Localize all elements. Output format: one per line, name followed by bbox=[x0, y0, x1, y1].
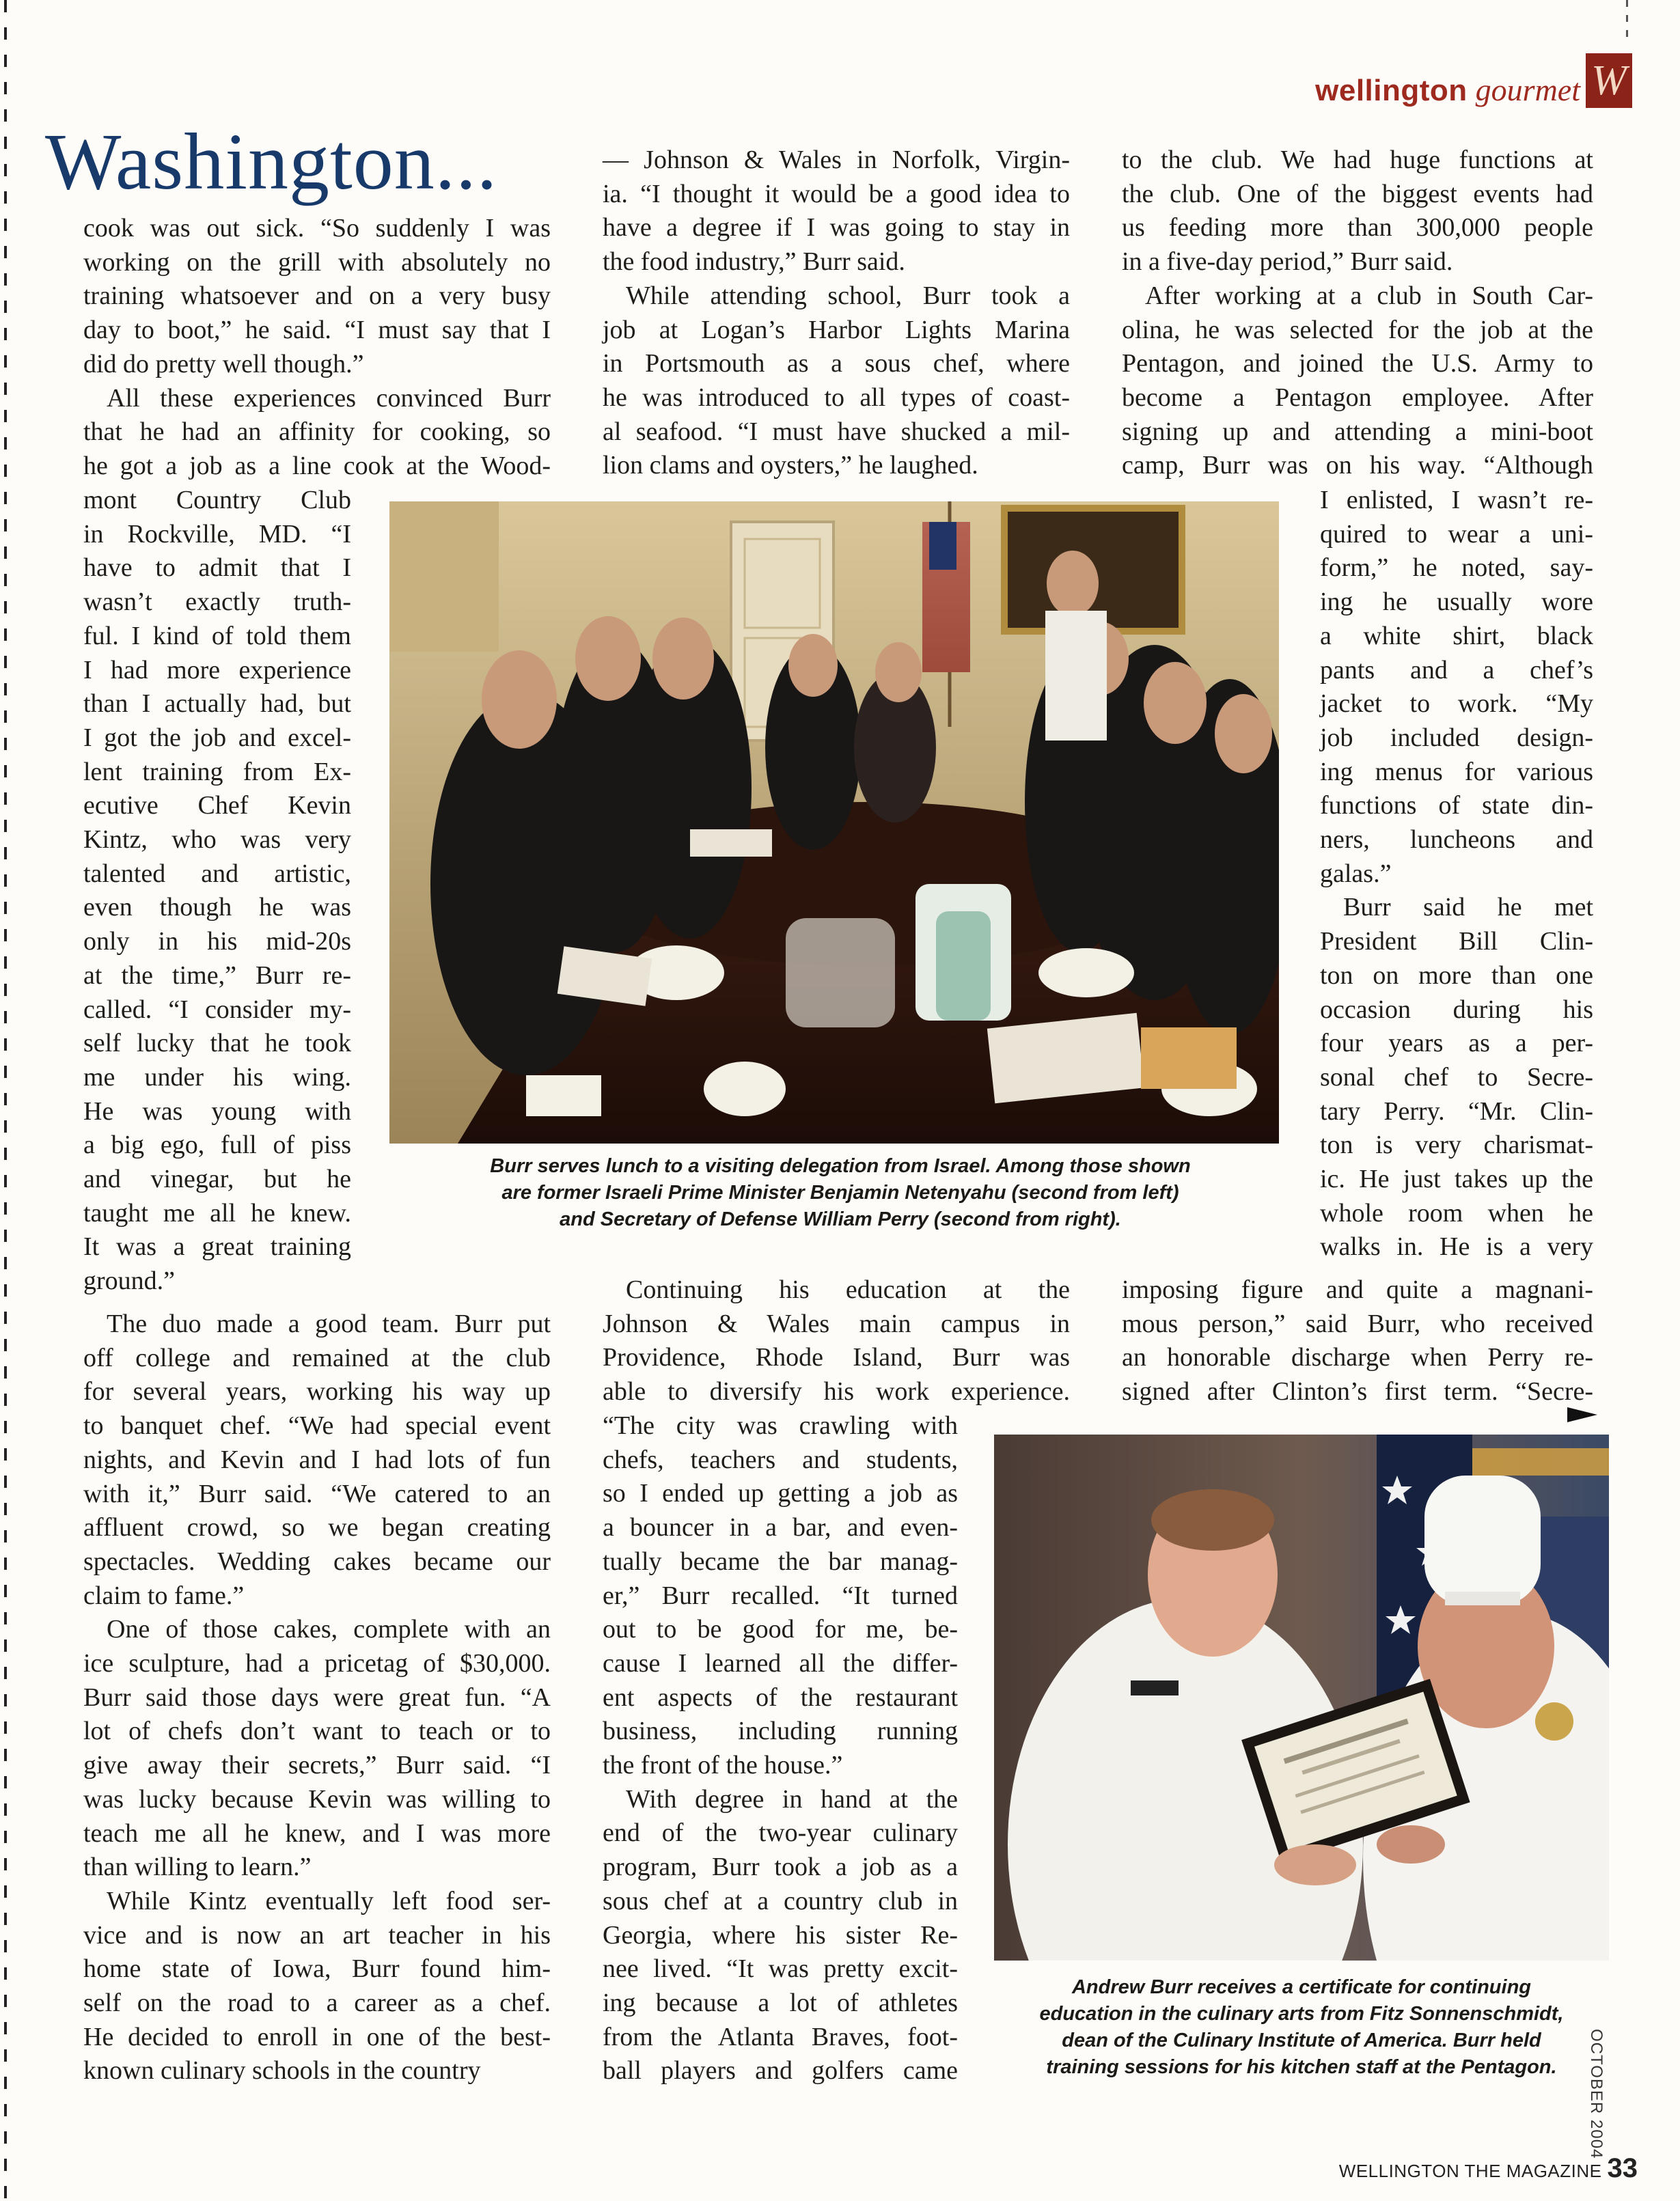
text-line: al seafood. “I must have shucked a mil- bbox=[603, 417, 1070, 446]
text-line: taught me all he knew. bbox=[83, 1198, 351, 1228]
caption-line: and Secretary of Defense William Perry (second from right). bbox=[560, 1208, 1121, 1230]
text-line: off college and remained at the club bbox=[83, 1343, 551, 1372]
text-line: the club. One of the biggest events had bbox=[1122, 179, 1593, 208]
text-line: program, Burr took a job as a bbox=[603, 1853, 958, 1882]
text-line: Kintz, who was very bbox=[83, 825, 351, 855]
text-line: jacket to work. “My bbox=[1320, 689, 1593, 719]
text-line: Burr said those days were great fun. “A bbox=[83, 1683, 551, 1712]
text-line: I got the job and excel- bbox=[83, 723, 351, 752]
text-line: training whatsoever and on a very busy bbox=[83, 281, 551, 311]
text-line: Providence, Rhode Island, Burr was bbox=[603, 1343, 1070, 1372]
caption-line: are former Israeli Prime Minister Benjamin Netenyahu (second from left) bbox=[501, 1182, 1179, 1204]
text-line: vice and is now an art teacher in his bbox=[83, 1920, 551, 1950]
text-line: called. “I consider my- bbox=[83, 995, 351, 1024]
caption-delegation-lunch bbox=[396, 1153, 1284, 1233]
text-line: job at Logan’s Harbor Lights Marina bbox=[603, 315, 1070, 344]
text-line: lot of chefs don’t want to teach or to bbox=[83, 1717, 551, 1746]
column3-bottom-text bbox=[1122, 1273, 1593, 1409]
text-line: ful. I kind of told them bbox=[83, 621, 351, 650]
text-line: job included design- bbox=[1320, 723, 1593, 752]
text-line: have to admit that I bbox=[83, 553, 351, 583]
text-line: only in his mid-20s bbox=[83, 927, 351, 956]
text-line: Burr said he met bbox=[1343, 893, 1593, 922]
text-line: The duo made a good team. Burr put bbox=[107, 1310, 551, 1338]
text-line: imposing figure and quite a magnani- bbox=[1122, 1275, 1593, 1304]
text-line: I enlisted, I wasn’t re- bbox=[1320, 486, 1593, 514]
text-line: known culinary schools in the country bbox=[83, 2056, 481, 2086]
text-line: talented and artistic, bbox=[83, 859, 351, 888]
text-line: While attending school, Burr took a bbox=[626, 281, 1070, 310]
text-line: even though he was bbox=[83, 893, 351, 922]
text-line: end of the two-year culinary bbox=[603, 1818, 958, 1848]
caption-line: education in the culinary arts from Fitz Sonnenschmidt, bbox=[1039, 2003, 1564, 2025]
text-line: out to be good for me, be- bbox=[603, 1615, 958, 1644]
text-line: sonal chef to Secre- bbox=[1320, 1062, 1593, 1092]
text-line: a white shirt, black bbox=[1320, 621, 1593, 650]
text-line: at the time,” Burr re- bbox=[83, 960, 351, 990]
text-line: Georgia, where his sister Re- bbox=[603, 1920, 958, 1950]
page-number: 33 bbox=[1607, 2153, 1638, 2183]
text-line: er,” Burr recalled. “It turned bbox=[603, 1581, 958, 1610]
text-line: have a degree if I was going to stay in bbox=[603, 213, 1070, 243]
caption-line: training sessions for his kitchen staff at the Pentagon. bbox=[1046, 2056, 1557, 2078]
photo-certificate-presentation bbox=[994, 1435, 1609, 1961]
text-line: ners, luncheons and bbox=[1320, 825, 1593, 855]
column1-bottom-text bbox=[83, 1307, 551, 2088]
text-line: Johnson & Wales main campus in bbox=[603, 1309, 1070, 1338]
text-line: galas.” bbox=[1320, 859, 1392, 888]
text-line: than I actually had, but bbox=[83, 689, 351, 719]
text-line: with it,” Burr said. “We catered to an bbox=[83, 1479, 551, 1508]
text-line: did do pretty well though.” bbox=[83, 349, 364, 378]
text-line: lent training from Ex- bbox=[83, 757, 351, 786]
text-line: cause I learned all the differ- bbox=[603, 1648, 958, 1678]
text-line: I had more experience bbox=[83, 655, 351, 684]
text-line: mous person,” said Burr, who received bbox=[1122, 1309, 1593, 1338]
text-line: sous chef at a country club in bbox=[603, 1886, 958, 1915]
page-folio bbox=[1339, 2153, 1638, 2184]
column3-top-text bbox=[1122, 143, 1593, 483]
text-line: signed after Clinton’s first term. “Secre- bbox=[1122, 1377, 1593, 1407]
text-line: in Portsmouth as a sous chef, where bbox=[603, 349, 1070, 378]
text-line: working on the grill with absolutely no bbox=[83, 247, 551, 277]
text-line: to the club. We had huge functions at bbox=[1122, 146, 1593, 174]
text-line: whole room when he bbox=[1320, 1198, 1593, 1228]
text-line: a bouncer in a bar, and even- bbox=[603, 1513, 958, 1542]
section-subname: gourmet bbox=[1475, 72, 1580, 107]
text-line: to banquet chef. “We had special event bbox=[83, 1411, 551, 1441]
text-line: he got a job as a line cook at the Wood- bbox=[83, 451, 551, 480]
text-line: in a five-day period,” Burr said. bbox=[1122, 247, 1453, 277]
text-line: signing up and attending a mini-boot bbox=[1122, 417, 1593, 446]
text-line: olina, he was selected for the job at the bbox=[1122, 315, 1593, 344]
text-line: ton is very charismat- bbox=[1320, 1131, 1593, 1160]
headline: Washington... bbox=[45, 117, 498, 206]
text-line: spectacles. Wedding cakes became our bbox=[83, 1547, 551, 1576]
caption-line: dean of the Culinary Institute of America. Burr held bbox=[1062, 2030, 1541, 2051]
text-line: so I ended up getting a job as bbox=[603, 1479, 958, 1508]
text-line: us feeding more than 300,000 people bbox=[1122, 213, 1593, 243]
text-line: the front of the house.” bbox=[603, 1751, 843, 1780]
text-line: self lucky that he took bbox=[83, 1029, 351, 1058]
section-logo: W bbox=[1586, 53, 1632, 108]
text-line: ic. He just takes up the bbox=[1320, 1165, 1593, 1194]
text-line: day to boot,” he said. “I must say that I bbox=[83, 316, 551, 345]
text-line: camp, Burr was on his way. “Although bbox=[1122, 451, 1593, 480]
text-line: than willing to learn.” bbox=[83, 1853, 312, 1882]
text-line: All these experiences convinced Burr bbox=[107, 383, 551, 413]
text-line: While Kintz eventually left food ser- bbox=[107, 1886, 551, 1915]
text-line: form,” he noted, say- bbox=[1320, 553, 1593, 583]
text-line: nights, and Kevin and I had lots of fun bbox=[83, 1445, 551, 1474]
text-line: wasn’t exactly truth- bbox=[83, 587, 351, 617]
column2-top-text bbox=[603, 143, 1070, 483]
caption-line: Burr serves lunch to a visiting delegation from Israel. Among those shown bbox=[490, 1155, 1191, 1177]
text-line: President Bill Clin- bbox=[1320, 927, 1593, 956]
text-line: ball players and golfers came bbox=[603, 2056, 958, 2086]
magazine-name: WELLINGTON THE MAGAZINE bbox=[1338, 2161, 1602, 2181]
caption-certificate bbox=[994, 1974, 1609, 2081]
text-line: lion clams and oysters,” he laughed. bbox=[603, 451, 978, 480]
text-line: Continuing his education at the bbox=[626, 1275, 1070, 1304]
photo-delegation-lunch bbox=[389, 501, 1279, 1144]
caption-line: Andrew Burr receives a certificate for continuing bbox=[1071, 1976, 1531, 1998]
text-line: pants and a chef’s bbox=[1320, 655, 1593, 684]
text-line: give away their secrets,” Burr said. “I bbox=[83, 1751, 551, 1780]
text-line: ing because a lot of athletes bbox=[603, 1988, 958, 2017]
text-line: a big ego, full of piss bbox=[83, 1131, 351, 1160]
text-line: an honorable discharge when Perry re- bbox=[1122, 1343, 1593, 1372]
text-line: It was a great training bbox=[83, 1232, 351, 1262]
text-line: He was young with bbox=[83, 1096, 351, 1126]
text-line: quired to wear a uni- bbox=[1320, 519, 1593, 549]
text-line: ia. “I thought it would be a good idea to bbox=[603, 179, 1070, 208]
text-line: that he had an affinity for cooking, so bbox=[83, 417, 551, 447]
text-line: me under his wing. bbox=[83, 1062, 351, 1092]
column1-top-text bbox=[83, 212, 551, 484]
column2-bottom-narrow-text bbox=[603, 1409, 958, 2088]
continued-arrow-icon bbox=[1567, 1407, 1597, 1422]
text-line: cook was out sick. “So suddenly I was bbox=[83, 214, 551, 243]
text-line: ice sculpture, had a pricetag of $30,000. bbox=[83, 1649, 551, 1678]
page-edge-scan-marks bbox=[4, 0, 7, 2201]
text-line: claim to fame.” bbox=[83, 1581, 245, 1610]
column1-narrow-text bbox=[83, 484, 351, 1299]
text-line: home state of Iowa, Burr found him- bbox=[83, 1954, 551, 1984]
text-line: from the Atlanta Braves, foot- bbox=[603, 2022, 958, 2051]
text-line: walks in. He is a very bbox=[1320, 1232, 1593, 1262]
page-edge-scan-marks-top bbox=[1626, 0, 1628, 41]
text-line: and vinegar, but he bbox=[83, 1165, 351, 1194]
running-head bbox=[1315, 53, 1632, 108]
text-line: tary Perry. “Mr. Clin- bbox=[1320, 1096, 1593, 1126]
text-line: With degree in hand at the bbox=[626, 1784, 958, 1814]
text-line: business, including running bbox=[603, 1717, 958, 1746]
text-line: for several years, working his way up bbox=[83, 1377, 551, 1407]
text-line: “The city was crawling with bbox=[603, 1411, 958, 1440]
text-line: — Johnson & Wales in Norfolk, Virgin- bbox=[603, 146, 1070, 174]
text-line: mont Country Club bbox=[83, 486, 351, 514]
text-line: ing menus for various bbox=[1320, 757, 1593, 786]
text-line: After working at a club in South Car- bbox=[1145, 281, 1593, 310]
column3-narrow-text bbox=[1320, 484, 1593, 1264]
text-line: the food industry,” Burr said. bbox=[603, 247, 905, 277]
text-line: become a Pentagon employee. After bbox=[1122, 383, 1593, 412]
text-line: affluent crowd, so we began creating bbox=[83, 1513, 551, 1542]
text-line: nee lived. “It was pretty excit- bbox=[603, 1954, 958, 1984]
section-name: wellington bbox=[1315, 74, 1468, 107]
text-line: self on the road to a career as a chef. bbox=[83, 1989, 551, 2018]
column2-bottom-wide-text bbox=[603, 1273, 1070, 1409]
issue-date: OCTOBER 2004 bbox=[1587, 2029, 1606, 2159]
text-line: chefs, teachers and students, bbox=[603, 1445, 958, 1474]
text-line: ton on more than one bbox=[1320, 960, 1593, 990]
text-line: ing he usually wore bbox=[1320, 587, 1593, 617]
text-line: he was introduced to all types of coast- bbox=[603, 383, 1070, 412]
text-line: in Rockville, MD. “I bbox=[83, 519, 351, 549]
text-line: Pentagon, and joined the U.S. Army to bbox=[1122, 349, 1593, 378]
text-line: four years as a per- bbox=[1320, 1029, 1593, 1058]
text-line: teach me all he knew, and I was more bbox=[83, 1818, 551, 1848]
text-line: He decided to enroll in one of the best- bbox=[83, 2022, 551, 2051]
text-line: ecutive Chef Kevin bbox=[83, 791, 351, 820]
text-line: occasion during his bbox=[1320, 995, 1593, 1024]
text-line: ent aspects of the restaurant bbox=[603, 1683, 958, 1712]
text-line: One of those cakes, complete with an bbox=[107, 1615, 551, 1644]
text-line: tually became the bar manag- bbox=[603, 1547, 958, 1576]
text-line: ground.” bbox=[83, 1266, 176, 1296]
text-line: was lucky because Kevin was willing to bbox=[83, 1784, 551, 1814]
text-line: able to diversify his work experience. bbox=[603, 1377, 1070, 1407]
text-line: functions of state din- bbox=[1320, 791, 1593, 820]
